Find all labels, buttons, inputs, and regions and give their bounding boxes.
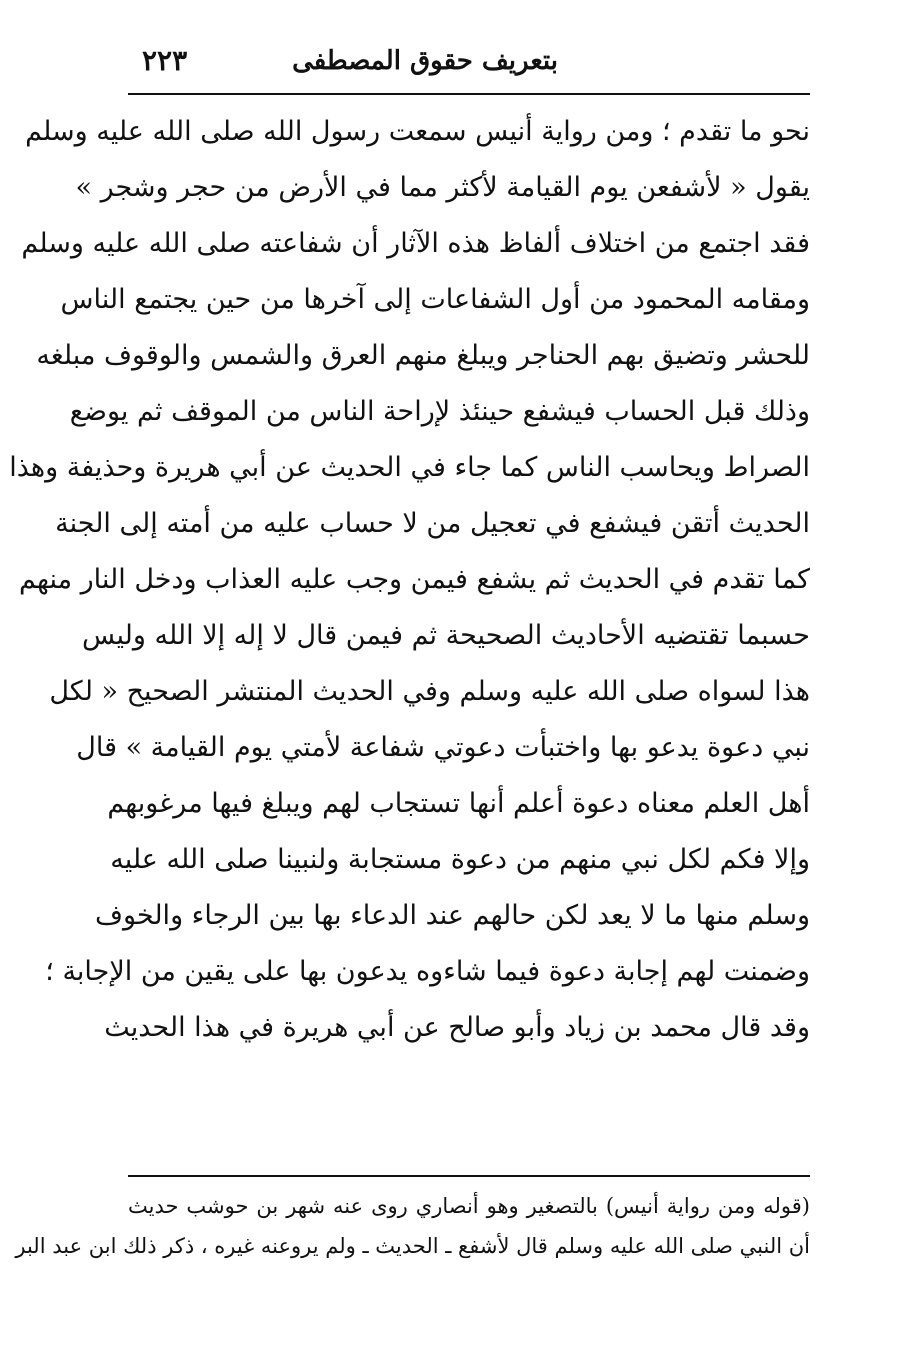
footnote-line: (قوله ومن رواية أنيس) بالتصغير وهو أنصاري روى عنه شهر بن حوشب حديث <box>128 1194 810 1218</box>
text-line: الحديث أتقن فيشفع في تعجيل من لا حساب عليه من أمته إلى الجنة <box>55 508 810 539</box>
text-line: وسلم منها ما لا يعد لكن حالهم عند الدعاء بها بين الرجاء والخوف <box>94 900 810 931</box>
header-rule <box>128 93 810 95</box>
running-title: بتعريف حقوق المصطفى <box>292 46 558 76</box>
text-line: للحشر وتضيق بهم الحناجر ويبلغ منهم العرق والشمس والوقوف مبلغه <box>36 340 810 371</box>
text-line: يقول « لأشفعن يوم القيامة لأكثر مما في الأرض من حجر وشجر » <box>75 172 810 203</box>
page-number: ٢٢٣ <box>142 44 188 77</box>
page-header <box>128 40 808 90</box>
text-line: نحو ما تقدم ؛ ومن رواية أنيس سمعت رسول الله صلى الله عليه وسلم <box>25 116 810 147</box>
text-line: وقد قال محمد بن زياد وأبو صالح عن أبي هريرة في هذا الحديث <box>104 1012 810 1043</box>
main-text <box>9 116 810 1070</box>
text-line: كما تقدم في الحديث ثم يشفع فيمن وجب عليه العذاب ودخل النار منهم <box>19 564 810 595</box>
text-line: هذا لسواه صلى الله عليه وسلم وفي الحديث المنتشر الصحيح « لكل <box>49 676 810 707</box>
text-line: ومقامه المحمود من أول الشفاعات إلى آخرها من حين يجتمع الناس <box>60 284 810 315</box>
text-line: فقد اجتمع من اختلاف ألفاظ هذه الآثار أن شفاعته صلى الله عليه وسلم <box>21 228 810 259</box>
text-line: وذلك قبل الحساب فيشفع حينئذ لإراحة الناس من الموقف ثم يوضع <box>69 396 810 427</box>
text-line: نبي دعوة يدعو بها واختبأت دعوتي شفاعة لأمتي يوم القيامة » قال <box>76 732 810 763</box>
footnote-rule <box>128 1175 810 1177</box>
text-line: أهل العلم معناه دعوة أعلم أنها تستجاب لهم ويبلغ فيها مرغوبهم <box>107 788 810 819</box>
text-line: وضمنت لهم إجابة دعوة فيما شاءوه يدعون بها على يقين من الإجابة ؛ <box>45 956 810 987</box>
footnote <box>15 1194 810 1276</box>
footnote-line: أن النبي صلى الله عليه وسلم قال لأشفع ـ الحديث ـ ولم يروعنه غيره ، ذكر ذلك ابن عبد البر <box>15 1234 810 1258</box>
text-line: حسبما تقتضيه الأحاديث الصحيحة ثم فيمن قال لا إله إلا الله وليس <box>82 620 810 651</box>
text-line: وإلا فكم لكل نبي منهم من دعوة مستجابة ولنبينا صلى الله عليه <box>110 844 810 875</box>
text-line: الصراط ويحاسب الناس كما جاء في الحديث عن أبي هريرة وحذيفة وهذا <box>9 452 810 483</box>
